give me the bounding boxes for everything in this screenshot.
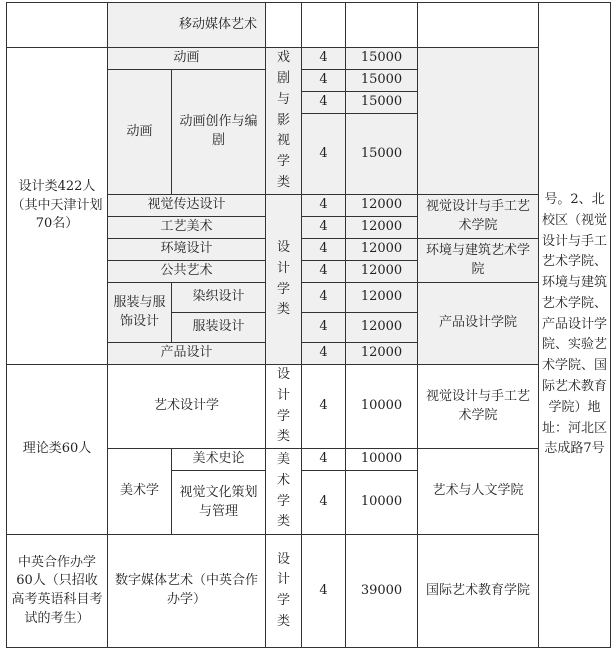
years-cell: 4 <box>302 114 346 195</box>
college-cell <box>418 48 539 195</box>
major-cell: 动画 <box>108 48 266 70</box>
subject-category-cell: 美术学类 <box>266 449 302 535</box>
major-cell: 移动媒体艺术 <box>108 3 266 48</box>
fee-cell: 39000 <box>346 535 418 648</box>
college-cell-empty <box>418 3 539 48</box>
fee-cell: 10000 <box>346 365 418 449</box>
fee-cell: 12000 <box>346 261 418 283</box>
college-cell: 视觉设计与手工艺术学院 <box>418 195 539 239</box>
college-cell: 视觉设计与手工艺术学院 <box>418 365 539 449</box>
category-cell-empty <box>7 3 108 48</box>
years-cell: 4 <box>302 92 346 114</box>
campus-note: 号。2、北校区（视觉设计与手工艺术学院、环境与建筑艺术学院、产品设计学院、实验艺术学院、国际艺术教育学院）地址：河北区志成路7号 <box>539 3 611 648</box>
years-cell: 4 <box>302 217 346 239</box>
major-cell: 美术史论 <box>172 449 266 471</box>
major-cell: 服装设计 <box>172 313 266 343</box>
major-group-cell: 服装与服饰设计 <box>108 283 172 343</box>
years-cell: 4 <box>302 535 346 648</box>
college-cell: 国际艺术教育学院 <box>418 535 539 648</box>
major-group-cell: 美术学 <box>108 449 172 535</box>
fee-cell: 12000 <box>346 195 418 217</box>
major-cell: 染织设计 <box>172 283 266 313</box>
subject-category-cell: 戏剧与影视学类 <box>266 48 302 195</box>
fee-cell: 12000 <box>346 239 418 261</box>
fee-cell: 15000 <box>346 114 418 195</box>
enrollment-table <box>6 2 611 648</box>
college-cell: 产品设计学院 <box>418 283 539 365</box>
years-cell: 4 <box>302 313 346 343</box>
years-cell: 4 <box>302 471 346 535</box>
major-cell: 公共艺术 <box>108 261 266 283</box>
years-cell: 4 <box>302 195 346 217</box>
subject-category-cell: 设计学类 <box>266 365 302 449</box>
category-theory: 理论类60人 <box>7 365 108 535</box>
fee-cell: 12000 <box>346 343 418 365</box>
major-cell: 工艺美术 <box>108 217 266 239</box>
subject-category-cell: 设计学类 <box>266 195 302 365</box>
years-cell: 4 <box>302 70 346 92</box>
years-cell: 4 <box>302 239 346 261</box>
years-cell-empty <box>302 3 346 48</box>
years-cell: 4 <box>302 283 346 313</box>
years-cell: 4 <box>302 449 346 471</box>
subject-category-cell: 设计学类 <box>266 535 302 648</box>
major-cell: 动画创作与编剧 <box>172 70 266 195</box>
fee-cell: 15000 <box>346 92 418 114</box>
major-cell: 产品设计 <box>108 343 266 365</box>
fee-cell: 15000 <box>346 70 418 92</box>
fee-cell: 15000 <box>346 48 418 70</box>
fee-cell-empty <box>346 3 418 48</box>
major-cell: 数字媒体艺术（中英合作办学） <box>108 535 266 648</box>
fee-cell: 10000 <box>346 449 418 471</box>
fee-cell: 12000 <box>346 217 418 239</box>
subject-cell-empty <box>266 3 302 48</box>
years-cell: 4 <box>302 261 346 283</box>
years-cell: 4 <box>302 48 346 70</box>
years-cell: 4 <box>302 365 346 449</box>
major-cell: 视觉文化策划与管理 <box>172 471 266 535</box>
college-cell: 艺术与人文学院 <box>418 449 539 535</box>
years-cell: 4 <box>302 343 346 365</box>
category-design: 设计类422人（其中天津计划70名） <box>7 48 108 365</box>
major-group-cell: 动画 <box>108 70 172 195</box>
college-cell: 环境与建筑艺术学院 <box>418 239 539 283</box>
fee-cell: 12000 <box>346 313 418 343</box>
major-cell: 环境设计 <box>108 239 266 261</box>
category-coop: 中英合作办学 60人（只招收高考英语科目考试的考生） <box>7 535 108 648</box>
major-cell: 视觉传达设计 <box>108 195 266 217</box>
fee-cell: 10000 <box>346 471 418 535</box>
fee-cell: 12000 <box>346 283 418 313</box>
major-cell: 艺术设计学 <box>108 365 266 449</box>
